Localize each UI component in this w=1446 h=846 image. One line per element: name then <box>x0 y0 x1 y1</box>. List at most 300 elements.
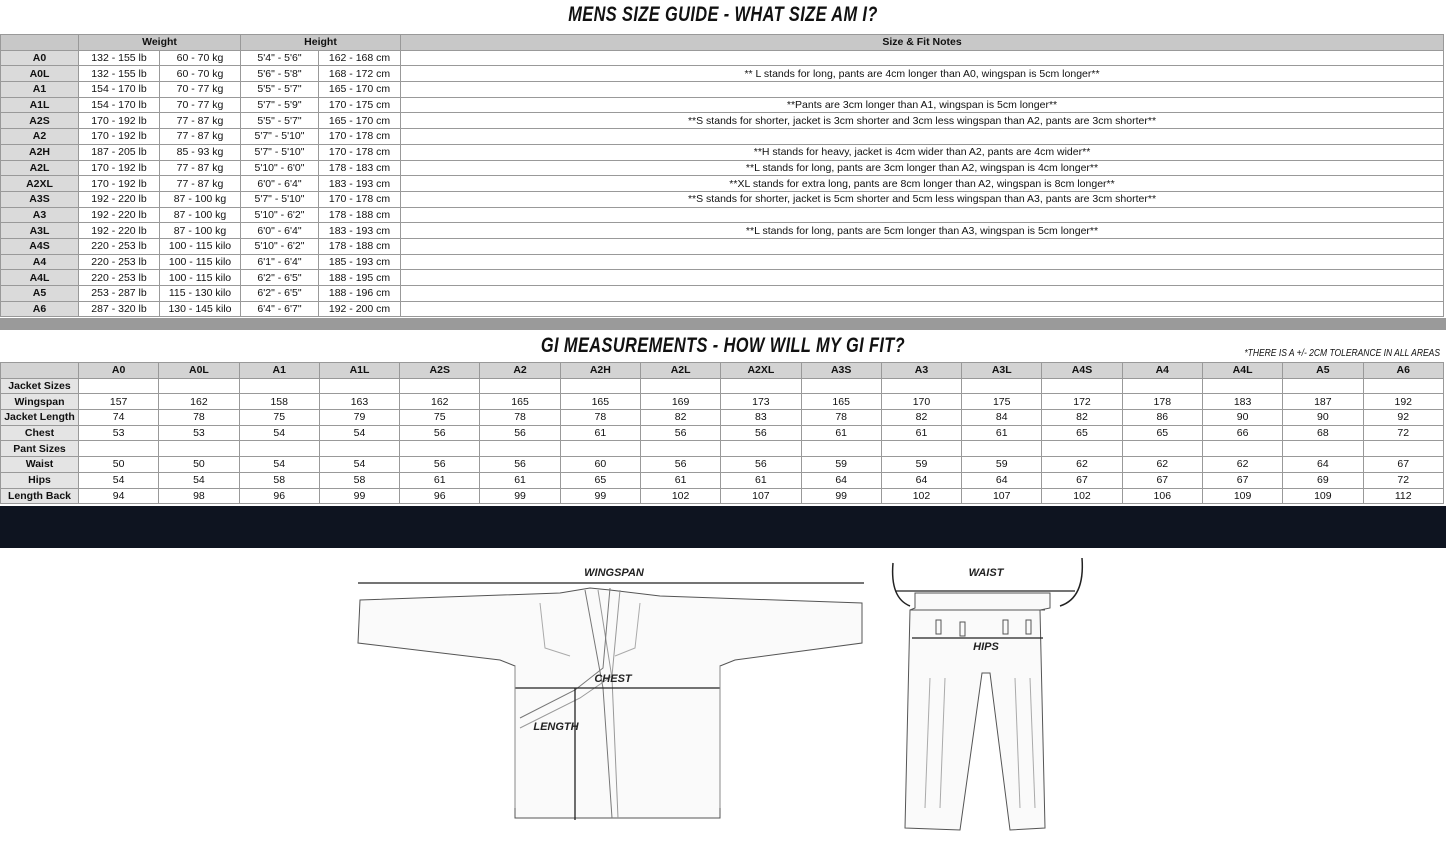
weight-kg: 60 - 70 kg <box>160 50 241 66</box>
dark-divider <box>0 506 1446 548</box>
gi-value-cell: 65 <box>1122 425 1202 441</box>
size-row <box>1 238 1444 254</box>
weight-lb: 192 - 220 lb <box>79 191 160 207</box>
gi-value-cell <box>721 378 801 394</box>
weight-lb: 220 - 253 lb <box>79 254 160 270</box>
gi-value-cell: 56 <box>400 457 480 473</box>
gi-value-cell: 165 <box>801 394 881 410</box>
gi-value-cell <box>319 378 399 394</box>
gi-value-cell: 61 <box>640 472 720 488</box>
fit-note: **L stands for long, pants are 3cm longer than A2, wingspan is 4cm longer** <box>401 160 1444 176</box>
gi-value-cell: 54 <box>319 457 399 473</box>
weight-lb: 154 - 170 lb <box>79 82 160 98</box>
gi-value-cell: 56 <box>480 457 560 473</box>
weight-kg: 77 - 87 kg <box>160 129 241 145</box>
gi-value-cell: 72 <box>1363 425 1444 441</box>
height-cm: 188 - 196 cm <box>319 286 401 302</box>
gi-row-label: Chest <box>1 425 79 441</box>
gi-value-cell: 64 <box>962 472 1042 488</box>
weight-kg: 77 - 87 kg <box>160 176 241 192</box>
gi-value-cell: 74 <box>79 410 159 426</box>
gi-value-cell <box>319 441 399 457</box>
gi-value-cell: 92 <box>1363 410 1444 426</box>
gi-value-cell: 69 <box>1283 472 1363 488</box>
length-label: LENGTH <box>533 721 579 733</box>
gi-value-cell: 56 <box>480 425 560 441</box>
height-cm: 183 - 193 cm <box>319 223 401 239</box>
gi-size-header: A2 <box>480 363 560 379</box>
gi-value-cell: 78 <box>480 410 560 426</box>
size-row <box>1 176 1444 192</box>
gi-value-cell <box>480 378 560 394</box>
gi-value-cell: 62 <box>1202 457 1282 473</box>
height-ft: 5'10" - 6'0" <box>241 160 319 176</box>
gi-value-cell: 65 <box>1042 425 1122 441</box>
size-row <box>1 160 1444 176</box>
gi-section-row <box>1 378 1444 394</box>
gi-value-cell: 98 <box>159 488 239 504</box>
fit-note: **Pants are 3cm longer than A1, wingspan is 5cm longer** <box>401 97 1444 113</box>
fit-note <box>401 301 1444 317</box>
gi-value-cell: 82 <box>640 410 720 426</box>
gi-value-cell <box>480 441 560 457</box>
size-code: A3 <box>1 207 79 223</box>
gi-value-cell: 163 <box>319 394 399 410</box>
weight-kg: 115 - 130 kilo <box>160 286 241 302</box>
gi-value-cell: 84 <box>962 410 1042 426</box>
gi-value-cell <box>1122 441 1202 457</box>
gi-size-header: A4L <box>1202 363 1282 379</box>
gi-measure-row <box>1 410 1444 426</box>
height-ft: 6'0" - 6'4" <box>241 176 319 192</box>
gi-measure-row <box>1 394 1444 410</box>
gi-value-cell: 78 <box>801 410 881 426</box>
size-code: A2S <box>1 113 79 129</box>
size-row <box>1 129 1444 145</box>
waist-label: WAIST <box>968 567 1004 579</box>
gi-value-cell: 54 <box>79 472 159 488</box>
height-ft: 6'1" - 6'4" <box>241 254 319 270</box>
height-cm: 162 - 168 cm <box>319 50 401 66</box>
weight-kg: 130 - 145 kilo <box>160 301 241 317</box>
gi-value-cell: 59 <box>881 457 961 473</box>
height-ft: 5'10" - 6'2" <box>241 207 319 223</box>
size-row <box>1 66 1444 82</box>
size-code: A1L <box>1 97 79 113</box>
gi-value-cell <box>721 441 801 457</box>
gi-value-cell: 82 <box>1042 410 1122 426</box>
gi-section-row <box>1 441 1444 457</box>
gi-value-cell: 59 <box>801 457 881 473</box>
gi-value-cell: 78 <box>560 410 640 426</box>
gi-value-cell: 102 <box>881 488 961 504</box>
gi-value-cell: 170 <box>881 394 961 410</box>
gi-value-cell <box>962 378 1042 394</box>
size-code: A4S <box>1 238 79 254</box>
gi-size-header: A2XL <box>721 363 801 379</box>
height-ft: 6'2" - 6'5" <box>241 286 319 302</box>
gi-row-label: Length Back <box>1 488 79 504</box>
gi-size-header: A3 <box>881 363 961 379</box>
size-row <box>1 270 1444 286</box>
height-cm: 185 - 193 cm <box>319 254 401 270</box>
jacket-illustration <box>358 583 864 820</box>
gi-value-cell <box>640 441 720 457</box>
weight-lb: 187 - 205 lb <box>79 144 160 160</box>
gi-measurements-table <box>0 362 1444 504</box>
gi-size-header: A3L <box>962 363 1042 379</box>
gi-size-header: A1L <box>319 363 399 379</box>
height-cm: 188 - 195 cm <box>319 270 401 286</box>
header-height: Height <box>241 35 401 51</box>
height-ft: 5'7" - 5'10" <box>241 129 319 145</box>
gi-value-cell: 157 <box>79 394 159 410</box>
gi-value-cell: 62 <box>1042 457 1122 473</box>
weight-lb: 132 - 155 lb <box>79 66 160 82</box>
gi-value-cell: 65 <box>560 472 640 488</box>
gi-value-cell: 102 <box>640 488 720 504</box>
gi-value-cell: 61 <box>400 472 480 488</box>
height-cm: 170 - 178 cm <box>319 129 401 145</box>
gi-value-cell: 61 <box>881 425 961 441</box>
gi-value-cell: 90 <box>1202 410 1282 426</box>
gi-header-row <box>1 363 1444 379</box>
height-cm: 192 - 200 cm <box>319 301 401 317</box>
gi-value-cell: 58 <box>239 472 319 488</box>
weight-lb: 192 - 220 lb <box>79 223 160 239</box>
gi-value-cell: 50 <box>159 457 239 473</box>
gi-value-cell <box>1042 441 1122 457</box>
gi-value-cell: 61 <box>801 425 881 441</box>
gi-value-cell: 78 <box>159 410 239 426</box>
weight-lb: 170 - 192 lb <box>79 129 160 145</box>
gi-size-header: A0L <box>159 363 239 379</box>
weight-lb: 253 - 287 lb <box>79 286 160 302</box>
gi-value-cell: 106 <box>1122 488 1202 504</box>
gi-value-cell: 107 <box>962 488 1042 504</box>
gi-size-header: A0 <box>79 363 159 379</box>
header-weight: Weight <box>79 35 241 51</box>
wingspan-label: WINGSPAN <box>584 567 644 579</box>
gi-value-cell: 94 <box>79 488 159 504</box>
size-row <box>1 82 1444 98</box>
gi-value-cell: 56 <box>721 457 801 473</box>
gi-header-corner <box>1 363 79 379</box>
gi-measure-row <box>1 472 1444 488</box>
height-ft: 5'7" - 5'10" <box>241 191 319 207</box>
pants-illustration <box>893 558 1083 830</box>
fit-note: **XL stands for extra long, pants are 8cm longer than A2, wingspan is 8cm longer** <box>401 176 1444 192</box>
gi-value-cell: 99 <box>319 488 399 504</box>
size-row <box>1 286 1444 302</box>
size-row <box>1 50 1444 66</box>
size-code: A2 <box>1 129 79 145</box>
weight-lb: 170 - 192 lb <box>79 160 160 176</box>
fit-note <box>401 286 1444 302</box>
gi-value-cell <box>881 378 961 394</box>
gi-row-label: Hips <box>1 472 79 488</box>
height-cm: 170 - 178 cm <box>319 191 401 207</box>
fit-note: **S stands for shorter, jacket is 5cm shorter and 5cm less wingspan than A3, pants are 3cm shorter** <box>401 191 1444 207</box>
gi-value-cell: 172 <box>1042 394 1122 410</box>
gi-value-cell: 175 <box>962 394 1042 410</box>
gi-value-cell: 109 <box>1283 488 1363 504</box>
hips-label: HIPS <box>973 641 999 653</box>
gi-value-cell: 58 <box>319 472 399 488</box>
size-code: A2L <box>1 160 79 176</box>
size-code: A1 <box>1 82 79 98</box>
fit-note: **H stands for heavy, jacket is 4cm wider than A2, pants are 4cm wider** <box>401 144 1444 160</box>
weight-kg: 70 - 77 kg <box>160 97 241 113</box>
gi-value-cell: 75 <box>400 410 480 426</box>
gi-value-cell: 75 <box>239 410 319 426</box>
weight-kg: 70 - 77 kg <box>160 82 241 98</box>
weight-kg: 77 - 87 kg <box>160 160 241 176</box>
gi-value-cell: 61 <box>560 425 640 441</box>
gi-value-cell: 67 <box>1363 457 1444 473</box>
height-ft: 6'4" - 6'7" <box>241 301 319 317</box>
weight-kg: 85 - 93 kg <box>160 144 241 160</box>
gi-value-cell <box>1202 441 1282 457</box>
fit-note: **L stands for long, pants are 5cm longer than A3, wingspan is 5cm longer** <box>401 223 1444 239</box>
weight-kg: 87 - 100 kg <box>160 207 241 223</box>
size-row <box>1 301 1444 317</box>
gi-value-cell: 83 <box>721 410 801 426</box>
gi-value-cell: 162 <box>159 394 239 410</box>
height-ft: 5'7" - 5'9" <box>241 97 319 113</box>
size-code: A5 <box>1 286 79 302</box>
gi-value-cell: 53 <box>159 425 239 441</box>
gi-row-label: Waist <box>1 457 79 473</box>
gi-value-cell: 165 <box>560 394 640 410</box>
size-code: A3S <box>1 191 79 207</box>
weight-kg: 100 - 115 kilo <box>160 270 241 286</box>
gi-value-cell: 54 <box>159 472 239 488</box>
gi-value-cell <box>1283 441 1363 457</box>
gi-value-cell: 56 <box>640 425 720 441</box>
size-guide-title: MENS SIZE GUIDE - WHAT SIZE AM I? <box>568 3 878 26</box>
gi-value-cell: 72 <box>1363 472 1444 488</box>
height-ft: 6'0" - 6'4" <box>241 223 319 239</box>
gi-value-cell: 178 <box>1122 394 1202 410</box>
gi-value-cell <box>239 441 319 457</box>
height-cm: 170 - 178 cm <box>319 144 401 160</box>
gi-value-cell: 67 <box>1042 472 1122 488</box>
gi-value-cell <box>640 378 720 394</box>
gi-value-cell <box>1042 378 1122 394</box>
height-cm: 178 - 183 cm <box>319 160 401 176</box>
height-ft: 5'4" - 5'6" <box>241 50 319 66</box>
weight-kg: 87 - 100 kg <box>160 223 241 239</box>
gi-value-cell: 61 <box>480 472 560 488</box>
gi-value-cell: 60 <box>560 457 640 473</box>
gi-value-cell <box>801 378 881 394</box>
gi-value-cell: 54 <box>239 457 319 473</box>
gi-row-label: Jacket Length <box>1 410 79 426</box>
gi-value-cell: 56 <box>721 425 801 441</box>
weight-lb: 170 - 192 lb <box>79 113 160 129</box>
weight-lb: 132 - 155 lb <box>79 50 160 66</box>
height-ft: 5'5" - 5'7" <box>241 82 319 98</box>
height-ft: 5'6" - 5'8" <box>241 66 319 82</box>
gi-value-cell <box>881 441 961 457</box>
gi-value-cell: 67 <box>1122 472 1202 488</box>
size-code: A4L <box>1 270 79 286</box>
gi-value-cell: 64 <box>801 472 881 488</box>
gi-value-cell: 107 <box>721 488 801 504</box>
gi-value-cell <box>560 441 640 457</box>
gi-value-cell: 165 <box>480 394 560 410</box>
fit-note <box>401 238 1444 254</box>
size-row <box>1 254 1444 270</box>
weight-lb: 287 - 320 lb <box>79 301 160 317</box>
tolerance-note: *THERE IS A +/- 2CM TOLERANCE IN ALL AREAS <box>1244 348 1440 359</box>
weight-lb: 220 - 253 lb <box>79 270 160 286</box>
section-divider <box>0 318 1446 330</box>
gi-value-cell: 173 <box>721 394 801 410</box>
height-cm: 165 - 170 cm <box>319 82 401 98</box>
gi-value-cell: 158 <box>239 394 319 410</box>
gi-value-cell <box>962 441 1042 457</box>
gi-value-cell: 192 <box>1363 394 1444 410</box>
fit-note: **S stands for shorter, jacket is 3cm shorter and 3cm less wingspan than A2, pants are 3cm shorter** <box>401 113 1444 129</box>
fit-note <box>401 50 1444 66</box>
size-row <box>1 144 1444 160</box>
gi-value-cell: 86 <box>1122 410 1202 426</box>
size-row <box>1 113 1444 129</box>
gi-size-header: A3S <box>801 363 881 379</box>
gi-value-cell: 59 <box>962 457 1042 473</box>
height-ft: 5'10" - 6'2" <box>241 238 319 254</box>
gi-row-label: Pant Sizes <box>1 441 79 457</box>
fit-note: ** L stands for long, pants are 4cm longer than A0, wingspan is 5cm longer** <box>401 66 1444 82</box>
height-cm: 178 - 188 cm <box>319 238 401 254</box>
gi-value-cell: 79 <box>319 410 399 426</box>
header-code <box>1 35 79 51</box>
gi-value-cell <box>159 378 239 394</box>
fit-note <box>401 82 1444 98</box>
gi-value-cell: 64 <box>1283 457 1363 473</box>
height-cm: 168 - 172 cm <box>319 66 401 82</box>
gi-size-header: A2L <box>640 363 720 379</box>
gi-value-cell <box>560 378 640 394</box>
size-row <box>1 191 1444 207</box>
gi-value-cell <box>79 441 159 457</box>
size-code: A4 <box>1 254 79 270</box>
weight-lb: 220 - 253 lb <box>79 238 160 254</box>
weight-lb: 154 - 170 lb <box>79 97 160 113</box>
gi-value-cell: 61 <box>962 425 1042 441</box>
gi-value-cell: 96 <box>400 488 480 504</box>
fit-note <box>401 254 1444 270</box>
height-ft: 6'2" - 6'5" <box>241 270 319 286</box>
gi-size-header: A2S <box>400 363 480 379</box>
gi-row-label: Wingspan <box>1 394 79 410</box>
size-code: A2XL <box>1 176 79 192</box>
gi-value-cell: 56 <box>640 457 720 473</box>
fit-note <box>401 270 1444 286</box>
gi-value-cell <box>801 441 881 457</box>
weight-kg: 100 - 115 kilo <box>160 238 241 254</box>
gi-value-cell: 169 <box>640 394 720 410</box>
gi-value-cell: 99 <box>480 488 560 504</box>
gi-value-cell: 96 <box>239 488 319 504</box>
height-cm: 165 - 170 cm <box>319 113 401 129</box>
gi-value-cell: 109 <box>1202 488 1282 504</box>
gi-row-label: Jacket Sizes <box>1 378 79 394</box>
gi-value-cell: 54 <box>239 425 319 441</box>
gi-value-cell <box>1283 378 1363 394</box>
weight-lb: 170 - 192 lb <box>79 176 160 192</box>
gi-value-cell: 54 <box>319 425 399 441</box>
fit-note <box>401 129 1444 145</box>
weight-kg: 87 - 100 kg <box>160 191 241 207</box>
gi-value-cell: 61 <box>721 472 801 488</box>
gi-measure-row <box>1 488 1444 504</box>
gi-value-cell: 56 <box>400 425 480 441</box>
gi-value-cell: 53 <box>79 425 159 441</box>
gi-size-header: A2H <box>560 363 640 379</box>
height-cm: 178 - 188 cm <box>319 207 401 223</box>
size-code: A2H <box>1 144 79 160</box>
size-row <box>1 207 1444 223</box>
gi-value-cell: 66 <box>1202 425 1282 441</box>
height-ft: 5'5" - 5'7" <box>241 113 319 129</box>
size-guide-header-row <box>1 35 1444 51</box>
size-code: A6 <box>1 301 79 317</box>
gi-value-cell <box>1363 441 1444 457</box>
gi-size-header: A6 <box>1363 363 1444 379</box>
gi-size-header: A4S <box>1042 363 1122 379</box>
fit-note <box>401 207 1444 223</box>
height-cm: 170 - 175 cm <box>319 97 401 113</box>
gi-value-cell: 99 <box>560 488 640 504</box>
size-code: A0 <box>1 50 79 66</box>
gi-value-cell: 67 <box>1202 472 1282 488</box>
gi-value-cell: 112 <box>1363 488 1444 504</box>
gi-value-cell: 68 <box>1283 425 1363 441</box>
height-ft: 5'7" - 5'10" <box>241 144 319 160</box>
gi-size-header: A4 <box>1122 363 1202 379</box>
gi-value-cell <box>1363 378 1444 394</box>
gi-value-cell <box>239 378 319 394</box>
gi-size-header: A5 <box>1283 363 1363 379</box>
weight-kg: 77 - 87 kg <box>160 113 241 129</box>
gi-value-cell: 162 <box>400 394 480 410</box>
gi-diagram <box>0 548 1446 846</box>
gi-value-cell <box>400 378 480 394</box>
size-row <box>1 223 1444 239</box>
size-code: A3L <box>1 223 79 239</box>
gi-size-header: A1 <box>239 363 319 379</box>
size-code: A0L <box>1 66 79 82</box>
gi-value-cell <box>159 441 239 457</box>
gi-value-cell: 50 <box>79 457 159 473</box>
gi-measure-row <box>1 425 1444 441</box>
gi-value-cell <box>400 441 480 457</box>
gi-value-cell: 62 <box>1122 457 1202 473</box>
gi-value-cell: 102 <box>1042 488 1122 504</box>
gi-value-cell: 64 <box>881 472 961 488</box>
weight-kg: 60 - 70 kg <box>160 66 241 82</box>
size-row <box>1 97 1444 113</box>
gi-value-cell: 82 <box>881 410 961 426</box>
gi-value-cell <box>1122 378 1202 394</box>
gi-value-cell: 99 <box>801 488 881 504</box>
gi-value-cell <box>1202 378 1282 394</box>
gi-measure-row <box>1 457 1444 473</box>
gi-measurements-title: GI MEASUREMENTS - HOW WILL MY GI FIT? <box>540 334 906 357</box>
